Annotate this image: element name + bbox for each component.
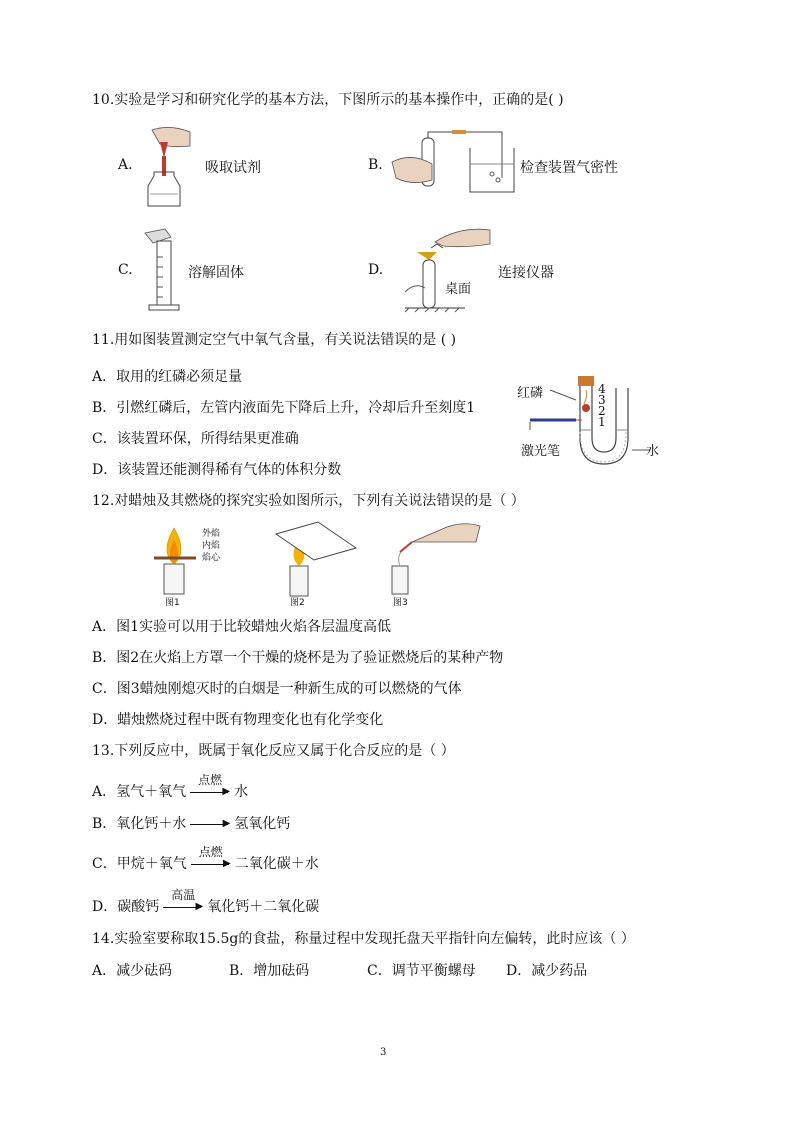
flame-core-label: 焰心 — [202, 553, 221, 563]
desk-label: 桌面 — [445, 282, 472, 297]
red-phosphorus-label: 红磷 — [517, 386, 544, 401]
q10-option-d-caption: 连接仪器 — [498, 265, 554, 281]
reaction-arrow: 点燃 ▶ — [190, 785, 230, 799]
figure-2-label: 图2 — [290, 598, 305, 608]
q12-option-d: D．蜡烛燃烧过程中既有物理变化也有化学变化 — [92, 712, 384, 728]
q10-option-b-caption: 检查装置气密性 — [520, 160, 618, 176]
q13-option-d — [92, 888, 320, 916]
reactants: 碳酸钙 — [117, 899, 160, 915]
q10-option-a-letter: A. — [118, 157, 133, 173]
option-letter: C． — [92, 856, 117, 872]
q12-option-a: A．图1实验可以用于比较蜡烛火焰各层温度高低 — [92, 619, 392, 635]
figure-1-label: 图1 — [165, 598, 180, 608]
candle-experiments-illustration — [150, 520, 430, 606]
water-label: 水 — [646, 444, 660, 459]
figure-3-label: 图3 — [393, 598, 408, 608]
airtightness-check-illustration — [392, 128, 517, 198]
q14-option-d: D．减少药品 — [506, 963, 588, 979]
option-letter: A． — [92, 784, 117, 800]
scale-mark: 3 — [598, 393, 606, 407]
tube-scale — [598, 384, 606, 428]
products: 水 — [234, 784, 249, 800]
reactants: 氢气＋氧气 — [116, 784, 187, 800]
reaction-condition: 点燃 — [198, 845, 223, 859]
reaction-arrow: ▶ — [190, 817, 230, 831]
q14-stem: 14.实验室要称取15.5g的食盐，称量过程中发现托盘天平指针向左偏转，此时应该（ ） — [92, 931, 635, 947]
q13-stem: 13.下列反应中，既属于氧化反应又属于化合反应的是（ ） — [92, 743, 455, 759]
q12-option-c: C．图3蜡烛刚熄灭时的白烟是一种新生成的可以燃烧的气体 — [92, 681, 462, 697]
laser-pen-label: 激光笔 — [521, 444, 561, 459]
q11-option-c: C．该装置环保，所得结果更准确 — [92, 431, 299, 447]
q13-option-c — [92, 845, 319, 873]
q10-option-b-letter: B. — [368, 157, 383, 173]
products: 氧化钙＋二氧化碳 — [207, 899, 320, 915]
reaction-condition: 高温 — [171, 888, 196, 902]
scale-mark: 1 — [598, 415, 606, 429]
q11-option-d: D．该装置还能测得稀有气体的体积分数 — [92, 462, 342, 478]
reaction-arrow: 点燃 ▶ — [191, 857, 231, 871]
inner-flame-label: 内焰 — [202, 541, 221, 551]
page-number: 3 — [380, 1047, 387, 1058]
products: 氢氧化钙 — [234, 816, 291, 832]
q14-option-b: B．增加砝码 — [229, 963, 310, 979]
q11-option-a: A．取用的红磷必须足量 — [92, 369, 243, 385]
q10-option-a-caption: 吸取试剂 — [205, 160, 261, 176]
q10-stem: 10.实验是学习和研究化学的基本方法，下图所示的基本操作中，正确的是( ) — [92, 92, 564, 108]
scale-mark: 2 — [598, 404, 606, 418]
reactants: 甲烷＋氧气 — [116, 856, 187, 872]
q13-option-b — [92, 813, 290, 833]
reaction-condition: 点燃 — [198, 773, 223, 787]
outer-flame-label: 外焰 — [202, 529, 221, 539]
q10-option-c-letter: C. — [118, 262, 133, 278]
q10-option-d-letter: D. — [368, 262, 384, 278]
q13-option-a — [92, 773, 249, 801]
products: 二氧化碳＋水 — [234, 856, 319, 872]
q11-option-b: B．引燃红磷后，左管内液面先下降后上升，冷却后升至刻度1 — [92, 400, 476, 416]
q11-stem: 11.用如图装置测定空气中氧气含量，有关说法错误的是 ( ) — [92, 332, 457, 348]
q12-option-b: B．图2在火焰上方罩一个干燥的烧杯是为了验证燃烧后的某种产物 — [92, 650, 504, 666]
flame-layer-labels — [202, 528, 220, 564]
scale-mark: 4 — [598, 382, 606, 396]
option-letter: B． — [92, 816, 117, 832]
q14-option-a: A．减少砝码 — [92, 963, 173, 979]
q12-stem: 12.对蜡烛及其燃烧的探究实验如图所示，下列有关说法错误的是（ ） — [92, 493, 525, 509]
reaction-arrow: 高温 ▶ — [163, 900, 203, 914]
dropper-bottle-illustration — [140, 124, 190, 210]
connect-apparatus-illustration — [405, 222, 495, 312]
q10-option-c-caption: 溶解固体 — [188, 265, 244, 281]
graduated-cylinder-illustration — [143, 227, 188, 313]
option-letter: D． — [92, 899, 118, 915]
reactants: 氧化钙＋水 — [116, 816, 187, 832]
q14-option-c: C．调节平衡螺母 — [367, 963, 476, 979]
